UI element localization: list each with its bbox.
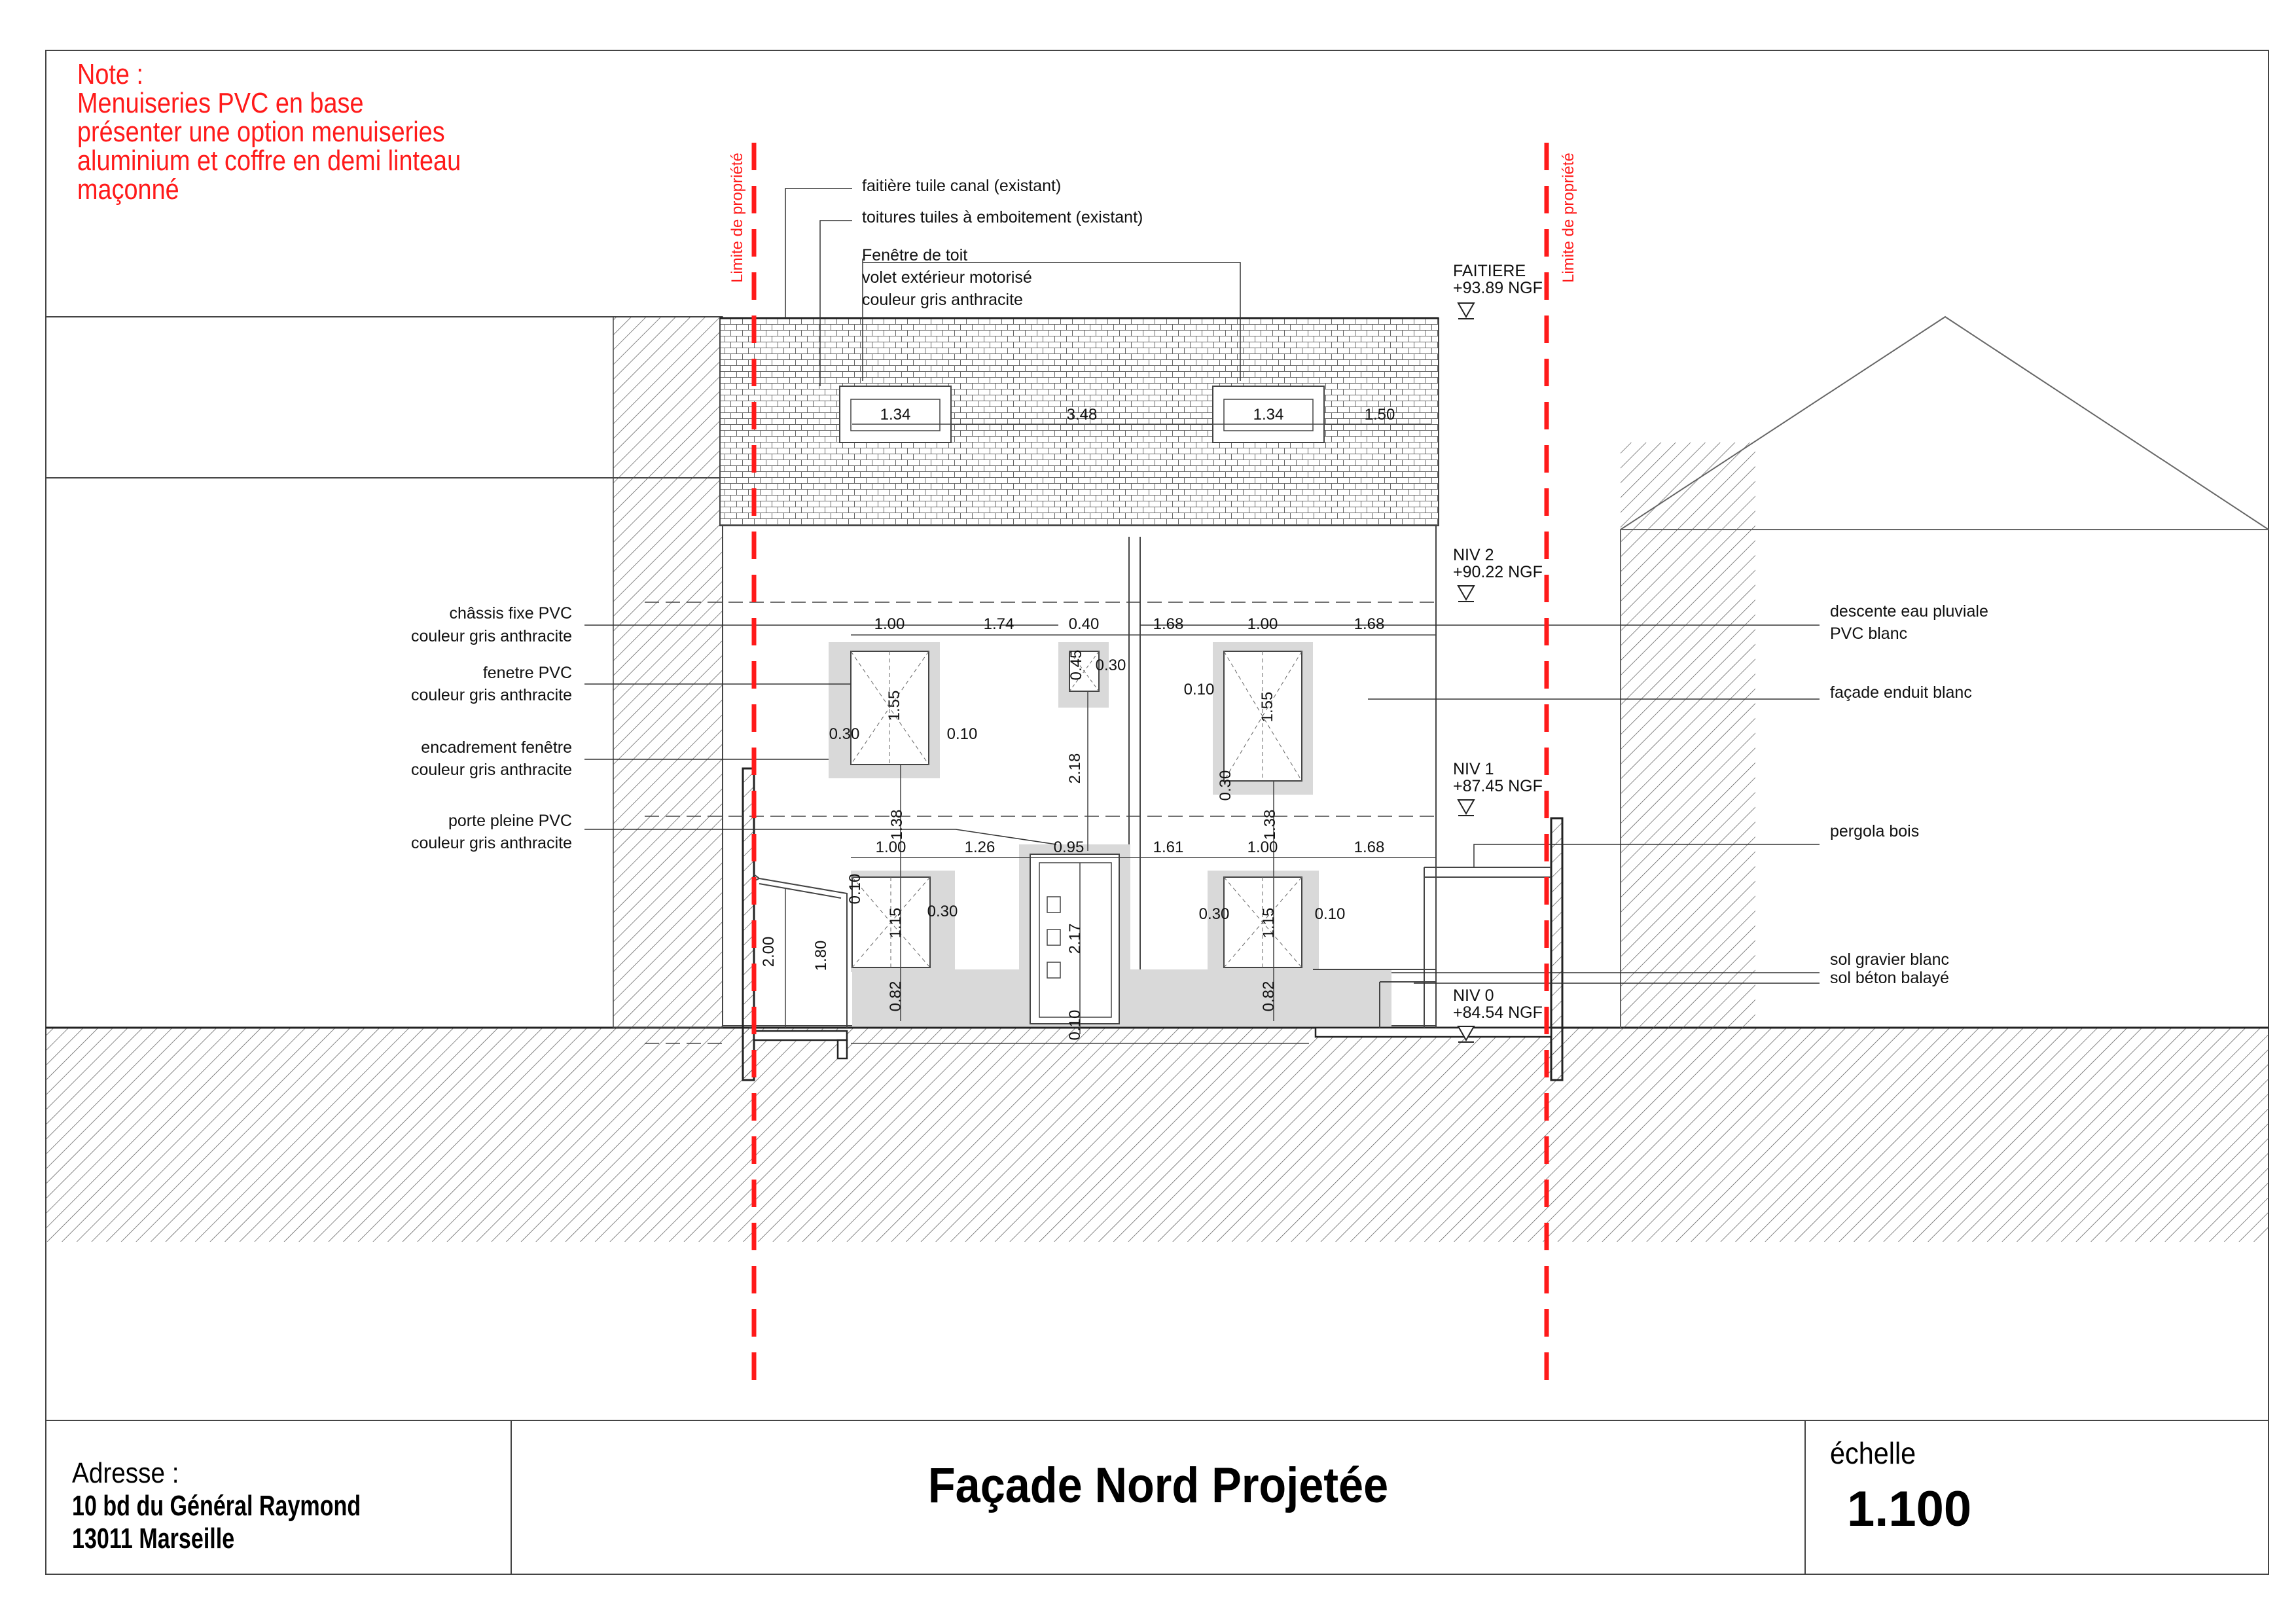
address-label: Adresse : [72, 1457, 179, 1489]
address-line-2: 13011 Marseille [72, 1523, 235, 1555]
design-note [77, 60, 461, 204]
dim-roof-150: 1.50 [1364, 406, 1395, 424]
level-niv1-value: +87.45 NGF [1453, 777, 1543, 795]
label-gravier: sol gravier blanc [1830, 950, 1950, 969]
label-skylight-3: couleur gris anthracite [862, 291, 1023, 309]
left-slab [754, 1031, 847, 1040]
left-slab-end [838, 1040, 847, 1058]
ground-hatch [46, 1028, 2269, 1242]
note-line-3: aluminium et coffre en demi linteau [77, 145, 461, 177]
dim-g082a: 0.82 [887, 981, 905, 1012]
level-triangle-niv1 [1458, 800, 1474, 816]
address-line-1: 10 bd du Général Raymond [72, 1490, 361, 1522]
level-niv1-name: NIV 1 [1453, 760, 1494, 778]
dim-u100b: 1.00 [1247, 615, 1278, 633]
label-descente-1: descente eau pluviale [1830, 602, 1988, 621]
level-faitiere-name: FAITIERE [1453, 262, 1526, 280]
dim-g161: 1.61 [1153, 839, 1184, 856]
level-niv0-name: NIV 0 [1453, 986, 1494, 1005]
right-wall-section [1551, 818, 1562, 1080]
label-skylight-1: Fenêtre de toit [862, 246, 968, 264]
label-facade: façade enduit blanc [1830, 683, 1972, 702]
dim-u030c: 0.30 [1095, 657, 1126, 674]
dim-u155a: 1.55 [886, 690, 903, 721]
leader-ridge [785, 189, 852, 318]
level-faitiere-value: +93.89 NGF [1453, 279, 1543, 297]
level-niv2-name: NIV 2 [1453, 546, 1494, 564]
drawing-title: Façade Nord Projetée [927, 1458, 1389, 1513]
dim-u030l: 0.30 [829, 725, 860, 743]
dim-roof-134a: 1.34 [880, 406, 911, 424]
note-line-2: présenter une option menuiseries [77, 116, 445, 148]
dim-g115a: 1.15 [887, 907, 905, 939]
label-pergola: pergola bois [1830, 822, 1920, 840]
label-chassis-1: châssis fixe PVC [449, 604, 572, 623]
dim-u138a: 1.38 [888, 809, 906, 840]
level-niv2-value: +90.22 NGF [1453, 563, 1543, 581]
dim-g030a: 0.30 [927, 903, 958, 920]
dim-u045: 0.45 [1067, 649, 1085, 681]
label-descente-2: PVC blanc [1830, 624, 1908, 643]
property-limit-right-label: Limite de propriété [1560, 153, 1577, 283]
dim-g200: 2.00 [760, 936, 778, 967]
note-heading: Note : [77, 58, 143, 90]
dim-u168a: 1.68 [1153, 615, 1184, 633]
neighbour-right-hatch [1621, 442, 1755, 1028]
dim-u040: 0.40 [1068, 615, 1100, 633]
dim-g010a: 0.10 [846, 873, 864, 905]
dim-u010a: 0.10 [946, 725, 978, 743]
dim-g030b: 0.30 [1198, 905, 1230, 923]
dim-g115b: 1.15 [1260, 907, 1278, 939]
dim-g217: 2.17 [1066, 923, 1084, 954]
scale-label: échelle [1830, 1436, 1916, 1470]
dim-u030r: 0.30 [1217, 770, 1234, 801]
dim-g010b: 0.10 [1314, 905, 1346, 923]
label-chassis-2: couleur gris anthracite [411, 627, 572, 645]
dim-u155b: 1.55 [1259, 691, 1276, 723]
dim-g180: 1.80 [812, 940, 830, 971]
note-line-4: maçonné [77, 173, 179, 206]
dim-g168: 1.68 [1354, 839, 1385, 856]
address-block [72, 1457, 400, 1555]
dim-roof-348: 3.48 [1066, 406, 1098, 424]
label-encadrement-2: couleur gris anthracite [411, 761, 572, 779]
label-porte-2: couleur gris anthracite [411, 834, 572, 852]
dim-roof-134b: 1.34 [1253, 406, 1284, 424]
dim-g100b: 1.00 [1247, 839, 1278, 856]
label-porte-1: porte pleine PVC [448, 812, 572, 830]
label-beton: sol béton balayé [1830, 969, 1950, 987]
level-niv0-value: +84.54 NGF [1453, 1003, 1543, 1022]
label-ridge: faitière tuile canal (existant) [862, 177, 1062, 195]
level-triangle-niv2 [1458, 586, 1474, 602]
dim-u100a: 1.00 [874, 615, 905, 633]
dim-u138b: 1.38 [1261, 809, 1279, 840]
label-fenetre-1: fenetre PVC [482, 664, 572, 682]
dim-g082b: 0.82 [1260, 981, 1278, 1012]
label-fenetre-2: couleur gris anthracite [411, 686, 572, 704]
neighbour-left-hatch [613, 317, 723, 1028]
dim-u218: 2.18 [1066, 753, 1084, 784]
dim-g126: 1.26 [964, 839, 996, 856]
dim-u010r: 0.10 [1183, 681, 1215, 698]
label-encadrement-1: encadrement fenêtre [421, 738, 572, 757]
right-slab [1316, 1028, 1551, 1037]
scale-value: 1.100 [1847, 1481, 1972, 1537]
level-triangle-faitiere [1458, 303, 1474, 319]
note-line-1: Menuiseries PVC en base [77, 87, 364, 119]
label-tiles: toitures tuiles à emboitement (existant) [862, 208, 1143, 226]
dim-u168b: 1.68 [1354, 615, 1385, 633]
property-limit-left-label: Limite de propriété [728, 153, 746, 283]
dim-g010c: 0.10 [1066, 1009, 1084, 1041]
dim-g095: 0.95 [1053, 839, 1085, 856]
label-skylight-2: volet extérieur motorisé [862, 268, 1032, 287]
dim-g100a: 1.00 [875, 839, 906, 856]
dim-u174: 1.74 [983, 615, 1014, 633]
